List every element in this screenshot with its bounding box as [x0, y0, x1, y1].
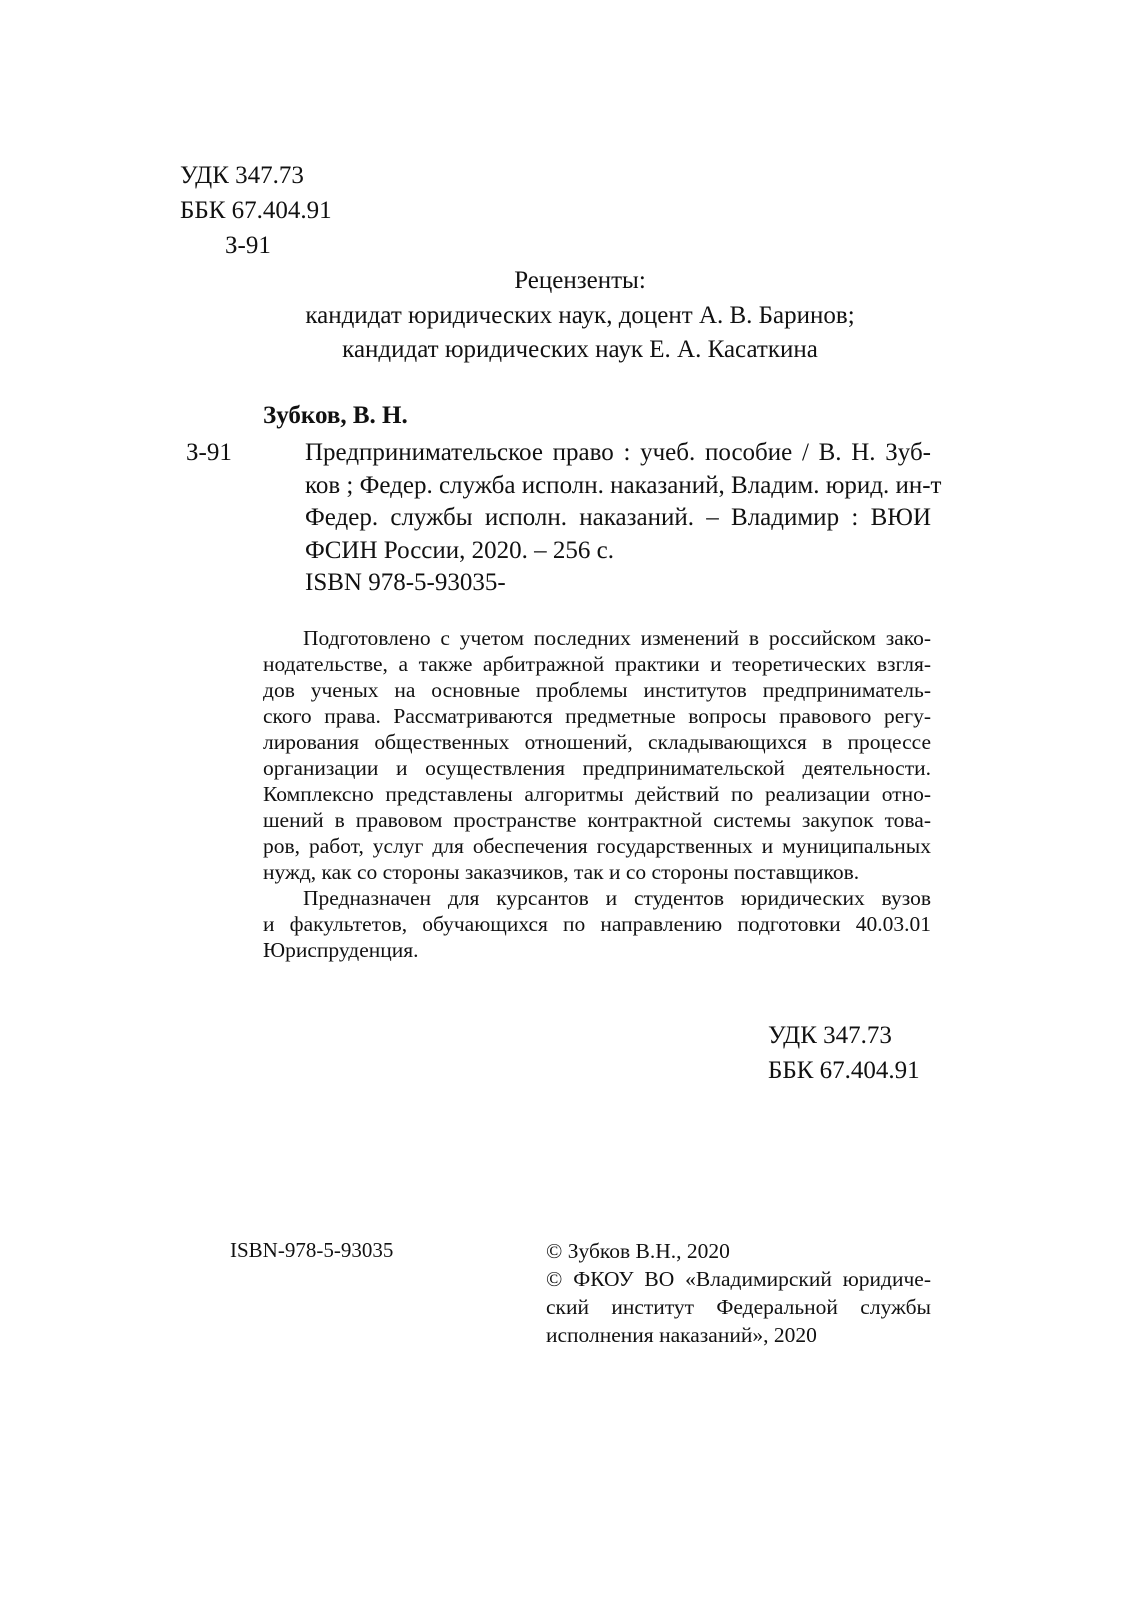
annotation-line: Подготовлено с учетом последних изменений в российском зако-: [303, 626, 931, 650]
annotation: [263, 625, 931, 963]
annotation-line: Юриспруденция.: [263, 938, 419, 962]
annotation-line: нодательстве, а также арбитражной практики и теоретических взгля-: [263, 652, 931, 676]
bibliographic-line: ков ; Федер. служба исполн. наказаний, Владим. юрид. ин-т: [305, 471, 942, 499]
bibliographic-description: [305, 437, 942, 600]
annotation-line: нужд, как со стороны заказчиков, так и со стороны поставщиков.: [263, 860, 860, 884]
reviewers-heading: Рецензенты:: [514, 267, 646, 294]
copyright-line: исполнения наказаний», 2020: [546, 1323, 817, 1347]
copyright-line: ский институт Федеральной службы: [546, 1295, 931, 1319]
annotation-line: ров, работ, услуг для обеспечения государственных и муниципальных: [263, 834, 931, 858]
annotation-line: и факультетов, обучающихся по направлению подготовки 40.03.01: [263, 912, 931, 936]
bibliographic-line: Предпринимательское право : учеб. пособие / В. Н. Зуб-: [305, 439, 931, 466]
bbk-code-top: ББК 67.404.91: [180, 197, 332, 224]
annotation-line: дов ученых на основные проблемы институтов предприниматель-: [263, 678, 931, 702]
bbk-code-bottom: ББК 67.404.91: [768, 1057, 920, 1084]
isbn-footer: ISBN-978-5-93035: [230, 1238, 394, 1262]
copyright-block: [546, 1237, 931, 1349]
annotation-line: организации и осуществления предпринимательской деятельности.: [263, 756, 931, 780]
author-sign: З-91: [186, 439, 232, 466]
annotation-line: Предназначен для курсантов и студентов юридических вузов: [303, 886, 931, 910]
copyright-line: © ФКОУ ВО «Владимирский юридиче-: [546, 1267, 931, 1291]
reviewer-line: кандидат юридических наук Е. А. Касаткина: [342, 336, 818, 363]
reviewer-line: кандидат юридических наук, доцент А. В. Баринов;: [305, 302, 855, 329]
annotation-line: шений в правовом пространстве контрактной системы закупок това-: [263, 808, 931, 832]
udk-code-top: УДК 347.73: [180, 162, 304, 189]
bibliographic-line: ФСИН России, 2020. – 256 с.: [305, 536, 614, 564]
udk-code-bottom: УДК 347.73: [768, 1022, 892, 1049]
bibliographic-line: Федер. службы исполн. наказаний. – Владимир : ВЮИ: [305, 504, 931, 531]
author-sign-top: З-91: [225, 232, 271, 259]
isbn-line: ISBN 978-5-93035-: [305, 569, 506, 596]
annotation-line: лирования общественных отношений, складывающихся в процессе: [263, 730, 931, 754]
author-heading: Зубков, В. Н.: [263, 402, 408, 429]
annotation-line: ского права. Рассматриваются предметные вопросы правового регу-: [263, 704, 931, 728]
annotation-line: Комплексно представлены алгоритмы действий по реализации отно-: [263, 782, 931, 806]
copyright-line: © Зубков В.Н., 2020: [546, 1239, 730, 1263]
